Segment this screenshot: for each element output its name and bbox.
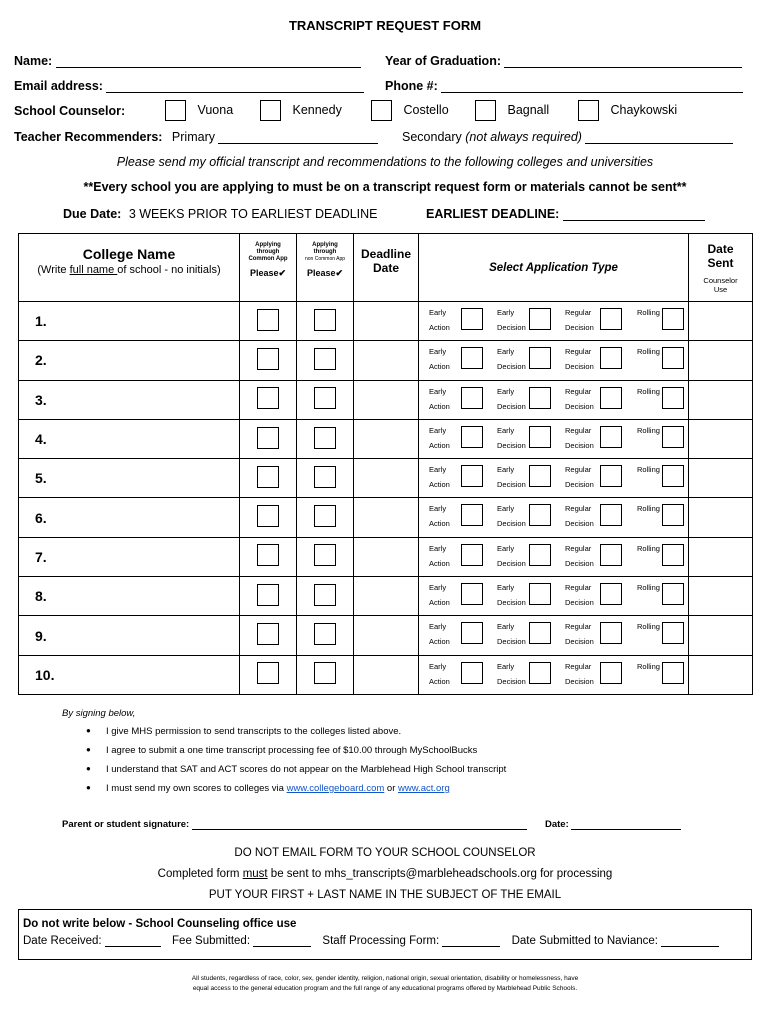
date-sent-cell: [689, 341, 753, 380]
rolling-checkbox[interactable]: [662, 308, 684, 330]
regular-decision-label: Regular Decision: [565, 425, 594, 450]
regular-decision-checkbox[interactable]: [600, 347, 622, 369]
email-line[interactable]: [106, 92, 364, 93]
common-app-checkbox[interactable]: [257, 584, 279, 606]
deadline-cell[interactable]: [354, 380, 419, 419]
naviance-line[interactable]: [661, 946, 719, 947]
early-action-checkbox[interactable]: [461, 347, 483, 369]
rolling-label: Rolling: [637, 504, 660, 514]
table-row: [19, 419, 753, 458]
fee-submitted-label: Fee Submitted:: [172, 935, 251, 947]
college-name-cell[interactable]: [19, 459, 240, 498]
non-common-app-cell: [297, 616, 354, 655]
application-type-cell: [419, 655, 689, 694]
non-common-app-checkbox[interactable]: [314, 544, 336, 566]
non-common-app-checkbox[interactable]: [314, 387, 336, 409]
early-decision-label: Early Decision: [497, 386, 526, 411]
non-common-app-cell: [297, 459, 354, 498]
application-type-header: Select Application Type: [419, 234, 689, 302]
regular-decision-label: Regular Decision: [565, 622, 594, 647]
rolling-checkbox[interactable]: [662, 662, 684, 684]
counselor-option-chaykowski[interactable]: Chaykowski: [578, 100, 677, 121]
non-common-app-cell: [297, 302, 354, 341]
page-title: TRANSCRIPT REQUEST FORM: [288, 18, 482, 33]
date-received-label: Date Received:: [23, 935, 102, 947]
date-sent-cell: [689, 537, 753, 576]
rolling-checkbox[interactable]: [662, 426, 684, 448]
early-decision-checkbox[interactable]: [529, 622, 551, 644]
application-type-cell: [419, 537, 689, 576]
primary-line[interactable]: [218, 143, 378, 144]
staff-form-line[interactable]: [442, 946, 500, 947]
common-app-cell: [240, 380, 297, 419]
regular-decision-checkbox[interactable]: [600, 504, 622, 526]
table-row: [19, 616, 753, 655]
early-action-label: Early Action: [429, 308, 450, 332]
date-sent-cell: [689, 459, 753, 498]
signature-label: Parent or student signature:: [62, 819, 190, 830]
date-sent-cell: [689, 655, 753, 694]
year-field[interactable]: [385, 54, 742, 68]
row-number: 1.: [35, 313, 47, 330]
regular-decision-checkbox[interactable]: [600, 308, 622, 330]
application-type-cell: [419, 341, 689, 380]
early-action-checkbox[interactable]: [461, 583, 483, 605]
non-common-app-checkbox[interactable]: [314, 466, 336, 488]
deadline-cell[interactable]: [354, 302, 419, 341]
regular-decision-checkbox[interactable]: [600, 622, 622, 644]
deadline-cell[interactable]: [354, 341, 419, 380]
rolling-checkbox[interactable]: [662, 504, 684, 526]
deadline-cell[interactable]: [354, 419, 419, 458]
regular-decision-checkbox[interactable]: [600, 387, 622, 409]
name-field[interactable]: [14, 54, 361, 68]
date-label: Date:: [545, 819, 569, 830]
non-common-app-cell: [297, 655, 354, 694]
due-value: 3 WEEKS PRIOR TO EARLIEST DEADLINE: [128, 207, 378, 221]
college-name-cell[interactable]: [19, 616, 240, 655]
application-type-cell: [419, 616, 689, 655]
signature-line[interactable]: [192, 829, 527, 830]
date-received-line[interactable]: [105, 946, 161, 947]
row-number: 5.: [35, 470, 47, 487]
common-app-cell: [240, 459, 297, 498]
regular-decision-checkbox[interactable]: [600, 583, 622, 605]
college-name-cell[interactable]: [19, 655, 240, 694]
non-common-app-checkbox[interactable]: [314, 662, 336, 684]
date-sent-header: Date Sent Counselor Use: [689, 234, 753, 302]
table-row: [19, 302, 753, 341]
row-number: 9.: [35, 627, 47, 644]
deadline-cell[interactable]: [354, 655, 419, 694]
college-name-header: College Name (Write full name of school - no initials): [19, 234, 240, 302]
row-number: 3.: [35, 391, 47, 408]
non-common-app-checkbox[interactable]: [314, 584, 336, 606]
regular-decision-checkbox[interactable]: [600, 544, 622, 566]
warning-text: **Every school you are applying to must be on a transcript request form or materials cannot be sent**: [83, 180, 687, 194]
rolling-label: Rolling: [637, 347, 660, 357]
table-row: [19, 341, 753, 380]
common-app-checkbox[interactable]: [257, 427, 279, 449]
non-common-app-checkbox[interactable]: [314, 309, 336, 331]
non-common-app-checkbox[interactable]: [314, 348, 336, 370]
signing-intro: By signing below,: [62, 708, 136, 719]
application-type-cell: [419, 380, 689, 419]
staff-form-label: Staff Processing Form:: [322, 935, 440, 947]
agreement-list: [86, 726, 506, 802]
deadline-cell[interactable]: [354, 498, 419, 537]
regular-decision-label: Regular Decision: [565, 465, 594, 490]
rolling-checkbox[interactable]: [662, 465, 684, 487]
date-sent-cell: [689, 302, 753, 341]
common-app-cell: [240, 577, 297, 616]
name-line[interactable]: [56, 67, 361, 68]
counselor-checkbox[interactable]: [371, 100, 392, 121]
early-action-label: Early Action: [429, 622, 450, 647]
rolling-checkbox[interactable]: [662, 583, 684, 605]
early-action-label: Early Action: [429, 661, 450, 686]
non-common-app-cell: [297, 577, 354, 616]
early-decision-checkbox[interactable]: [529, 544, 551, 566]
non-common-app-header: Applying through non Common App Please✔: [297, 234, 354, 302]
counselor-option-bagnall[interactable]: Bagnall: [475, 100, 549, 121]
row-number: 2.: [35, 352, 47, 369]
common-app-cell: [240, 302, 297, 341]
non-common-app-checkbox[interactable]: [314, 427, 336, 449]
early-action-checkbox[interactable]: [461, 387, 483, 409]
rolling-label: Rolling: [637, 465, 660, 475]
due-label: Due Date:: [63, 207, 122, 221]
application-type-cell: [419, 577, 689, 616]
table-row: [19, 577, 753, 616]
non-common-app-cell: [297, 380, 354, 419]
row-number: 4.: [35, 431, 47, 448]
college-name-cell[interactable]: [19, 537, 240, 576]
rolling-label: Rolling: [637, 386, 660, 396]
college-name-cell[interactable]: [19, 419, 240, 458]
rolling-label: Rolling: [637, 622, 660, 632]
secondary-note: (not always required): [465, 130, 582, 144]
common-app-cell: [240, 537, 297, 576]
regular-decision-label: Regular Decision: [565, 308, 594, 332]
notice-do-not-email: DO NOT EMAIL FORM TO YOUR SCHOOL COUNSELOR: [234, 847, 536, 859]
regular-decision-label: Regular Decision: [565, 543, 594, 568]
non-common-app-cell: [297, 419, 354, 458]
non-common-app-checkbox[interactable]: [314, 505, 336, 527]
common-app-checkbox[interactable]: [257, 466, 279, 488]
early-action-checkbox[interactable]: [461, 426, 483, 448]
rolling-checkbox[interactable]: [662, 622, 684, 644]
common-app-checkbox[interactable]: [257, 662, 279, 684]
counselor-option-kennedy[interactable]: Kennedy: [260, 100, 342, 121]
early-decision-label: Early Decision: [497, 347, 526, 372]
notice-subject: PUT YOUR FIRST + LAST NAME IN THE SUBJECT OF THE EMAIL: [208, 889, 562, 901]
list-item: ● I agree to submit a one time transcript processing fee of $10.00 through MySchoolBucks: [86, 745, 506, 764]
common-app-checkbox[interactable]: [257, 387, 279, 409]
early-action-label: Early Action: [429, 543, 450, 568]
phone-label: Phone #:: [385, 79, 438, 93]
common-app-cell: [240, 616, 297, 655]
table-row: [19, 459, 753, 498]
year-line[interactable]: [504, 67, 742, 68]
early-decision-label: Early Decision: [497, 622, 526, 647]
college-name-cell[interactable]: [19, 380, 240, 419]
early-action-label: Early Action: [429, 465, 450, 490]
early-action-checkbox[interactable]: [461, 622, 483, 644]
phone-field[interactable]: [385, 79, 743, 93]
table-row: [19, 537, 753, 576]
college-table: [18, 233, 753, 695]
early-decision-label: Early Decision: [497, 543, 526, 568]
common-app-header: Applying through Common App Please✔: [240, 234, 297, 302]
early-decision-label: Early Decision: [497, 504, 526, 529]
office-heading: Do not write below - School Counseling office use: [23, 918, 297, 930]
rolling-label: Rolling: [637, 308, 660, 317]
common-app-checkbox[interactable]: [257, 623, 279, 645]
common-app-checkbox[interactable]: [257, 544, 279, 566]
secondary-label: Secondary: [402, 130, 462, 144]
date-sent-cell: [689, 616, 753, 655]
early-action-checkbox[interactable]: [461, 308, 483, 330]
early-decision-checkbox[interactable]: [529, 465, 551, 487]
common-app-cell: [240, 341, 297, 380]
deadline-header: Deadline Date: [354, 234, 419, 302]
early-decision-checkbox[interactable]: [529, 583, 551, 605]
college-name-cell[interactable]: [19, 498, 240, 537]
college-name-cell[interactable]: [19, 577, 240, 616]
counselor-option-vuona[interactable]: Vuona: [165, 100, 233, 121]
table-row: [19, 498, 753, 537]
early-action-checkbox[interactable]: [461, 465, 483, 487]
non-common-app-cell: [297, 341, 354, 380]
row-number: 6.: [35, 509, 47, 526]
early-action-label: Early Action: [429, 504, 450, 529]
date-sent-cell: [689, 577, 753, 616]
regular-decision-label: Regular Decision: [565, 347, 594, 372]
counselor-checkbox[interactable]: [578, 100, 599, 121]
deadline-cell[interactable]: [354, 577, 419, 616]
counselor-checkbox[interactable]: [260, 100, 281, 121]
rolling-label: Rolling: [637, 425, 660, 435]
earliest-label: EARLIEST DEADLINE:: [426, 207, 560, 221]
collegeboard-link[interactable]: www.collegeboard.com: [286, 783, 385, 794]
early-decision-label: Early Decision: [497, 425, 526, 450]
common-app-cell: [240, 655, 297, 694]
deadline-cell[interactable]: [354, 616, 419, 655]
common-app-checkbox[interactable]: [257, 309, 279, 331]
early-action-checkbox[interactable]: [461, 544, 483, 566]
early-decision-checkbox[interactable]: [529, 387, 551, 409]
year-label: Year of Graduation:: [385, 54, 501, 68]
regular-decision-label: Regular Decision: [565, 661, 594, 686]
instruction-text: Please send my official transcript and recommendations to the following colleges and universities: [116, 155, 654, 169]
due-date: [63, 207, 378, 221]
common-app-checkbox[interactable]: [257, 505, 279, 527]
regular-decision-checkbox[interactable]: [600, 465, 622, 487]
rolling-checkbox[interactable]: [662, 544, 684, 566]
fee-submitted-line[interactable]: [253, 946, 311, 947]
early-decision-label: Early Decision: [497, 308, 526, 332]
secondary-line[interactable]: [585, 143, 733, 144]
early-action-checkbox[interactable]: [461, 662, 483, 684]
non-common-app-checkbox[interactable]: [314, 623, 336, 645]
row-number: 8.: [35, 588, 47, 605]
rolling-label: Rolling: [637, 661, 660, 671]
regular-decision-label: Regular Decision: [565, 583, 594, 608]
teacher-recommenders: [14, 130, 378, 144]
non-common-app-cell: [297, 537, 354, 576]
early-action-label: Early Action: [429, 347, 450, 372]
non-common-app-cell: [297, 498, 354, 537]
list-item: ● I must send my own scores to colleges via www.collegeboard.com or www.act.org: [86, 783, 506, 802]
counselor-option-costello[interactable]: Costello: [371, 100, 449, 121]
application-type-cell: [419, 498, 689, 537]
name-label: Name:: [14, 54, 53, 68]
rolling-checkbox[interactable]: [662, 347, 684, 369]
date-sent-cell: [689, 498, 753, 537]
table-row: [19, 380, 753, 419]
earliest-deadline[interactable]: [426, 207, 705, 221]
regular-decision-label: Regular Decision: [565, 504, 594, 529]
signature-date-field[interactable]: [545, 819, 681, 830]
date-sent-cell: [689, 380, 753, 419]
deadline-cell[interactable]: [354, 459, 419, 498]
signature-field[interactable]: [62, 819, 527, 830]
common-app-cell: [240, 498, 297, 537]
application-type-cell: [419, 419, 689, 458]
counselor-checkbox[interactable]: [475, 100, 496, 121]
early-action-label: Early Action: [429, 386, 450, 411]
notice-send-to: Completed form must be sent to mhs_transcripts@marbleheadschools.org for processing: [157, 868, 613, 880]
early-decision-label: Early Decision: [497, 465, 526, 490]
secondary-recommender: [402, 130, 733, 144]
table-header: [19, 234, 753, 302]
table-row: [19, 655, 753, 694]
rolling-checkbox[interactable]: [662, 387, 684, 409]
act-link[interactable]: www.act.org: [398, 783, 450, 794]
common-app-cell: [240, 419, 297, 458]
deadline-cell[interactable]: [354, 537, 419, 576]
counselor-checkbox[interactable]: [165, 100, 186, 121]
early-decision-checkbox[interactable]: [529, 426, 551, 448]
early-action-label: Early Action: [429, 583, 450, 608]
regular-decision-checkbox[interactable]: [600, 662, 622, 684]
rolling-label: Rolling: [637, 583, 660, 593]
early-decision-label: Early Decision: [497, 661, 526, 686]
early-decision-checkbox[interactable]: [529, 662, 551, 684]
office-use-box: [18, 909, 752, 960]
earliest-line[interactable]: [563, 220, 705, 221]
table-body: [19, 302, 753, 695]
email-field[interactable]: [14, 79, 364, 93]
early-decision-checkbox[interactable]: [529, 308, 551, 330]
regular-decision-label: Regular Decision: [565, 386, 594, 411]
footer-notice: All students, regardless of race, color, sex, gender identity, religion, national origin, sexual orientation, disability or homelessness, have equal access to the general education program and the full range of any educational programs offered by Marblehead Public Schools.: [191, 975, 579, 992]
early-decision-label: Early Decision: [497, 583, 526, 608]
primary-label: Primary: [171, 130, 215, 144]
teacher-label: Teacher Recommenders:: [14, 130, 163, 144]
naviance-label: Date Submitted to Naviance:: [511, 935, 658, 947]
early-action-checkbox[interactable]: [461, 504, 483, 526]
early-action-label: Early Action: [429, 425, 450, 450]
application-type-cell: [419, 302, 689, 341]
regular-decision-checkbox[interactable]: [600, 426, 622, 448]
application-type-cell: [419, 459, 689, 498]
phone-line[interactable]: [441, 92, 743, 93]
counselor-label: School Counselor:: [14, 104, 126, 118]
rolling-label: Rolling: [637, 543, 660, 553]
date-sent-cell: [689, 419, 753, 458]
early-decision-checkbox[interactable]: [529, 347, 551, 369]
common-app-checkbox[interactable]: [257, 348, 279, 370]
email-label: Email address:: [14, 79, 103, 93]
date-line[interactable]: [571, 829, 681, 830]
college-name-cell[interactable]: [19, 302, 240, 341]
row-number: 10.: [35, 666, 55, 683]
list-item: ● I give MHS permission to send transcripts to the colleges listed above.: [86, 726, 506, 745]
early-decision-checkbox[interactable]: [529, 504, 551, 526]
college-name-cell[interactable]: [19, 341, 240, 380]
row-number: 7.: [35, 548, 47, 565]
list-item: ● I understand that SAT and ACT scores do not appear on the Marblehead High School transcript: [86, 764, 506, 783]
